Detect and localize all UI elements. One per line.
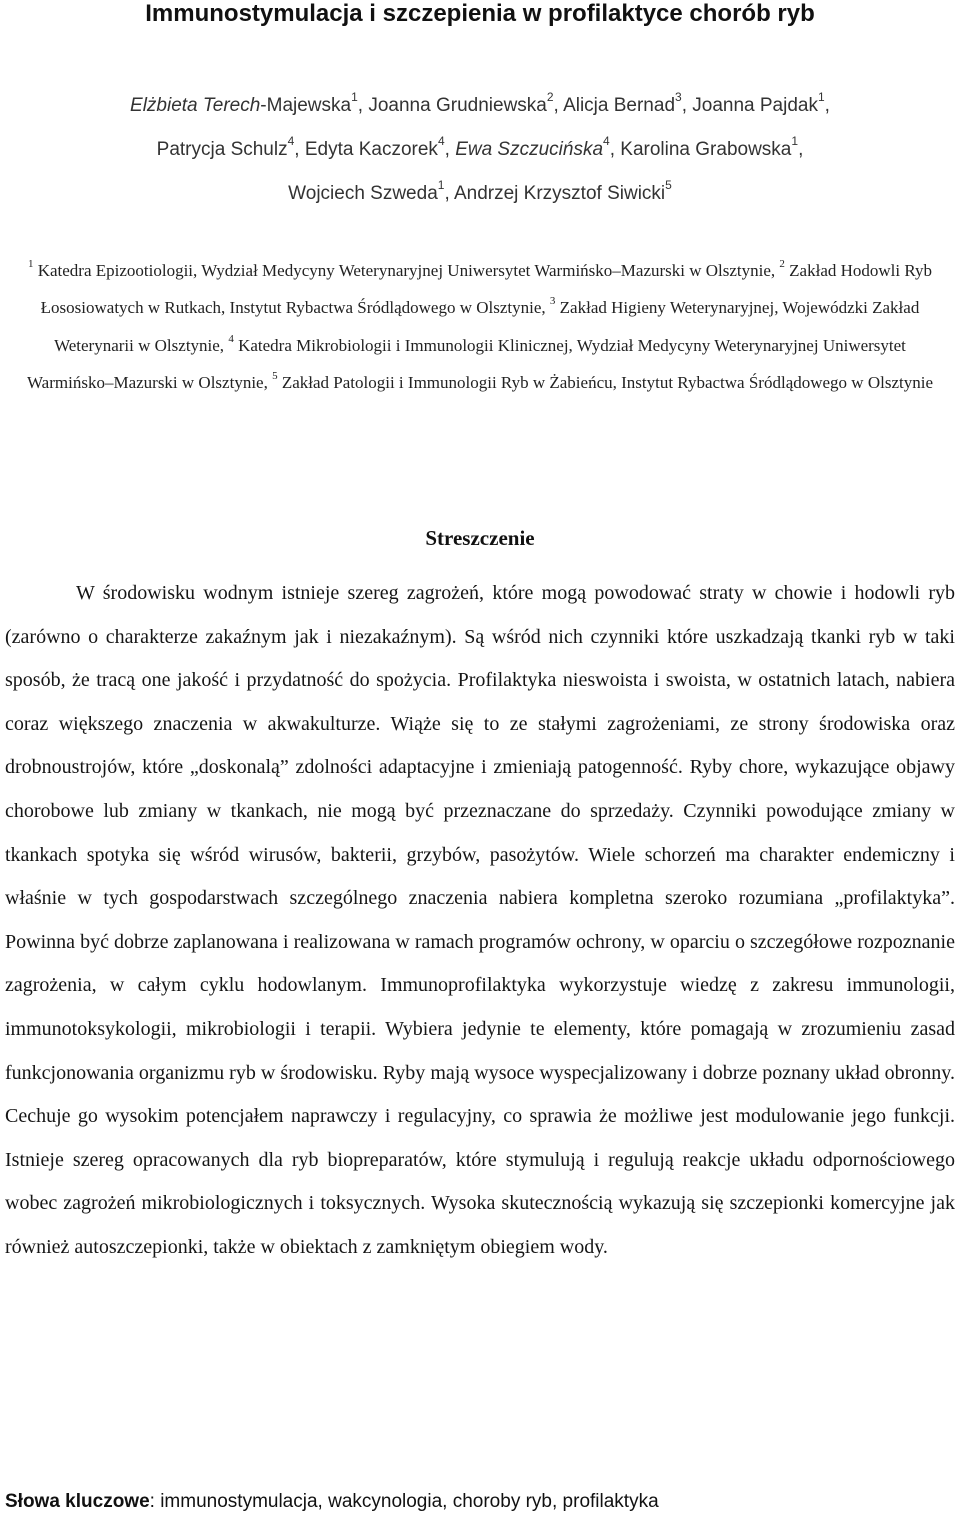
keywords-text: : immunostymulacja, wakcynologia, choroby ryb, profilaktyka [149,1491,659,1512]
author-name: Joanna Pajdak$^1$, [692,90,830,116]
author-name: Alicja Bernad$^3$, [563,90,693,116]
affiliation: $^3$ Zakład Higieny Weterynaryjnej, Wojewódzki Zakład Weterynarii w Olsztynie, [54,295,920,355]
author-name: Wojciech Szweda$^1$, [288,178,454,204]
paper-title: Immunostymulacja i szczepienia w profilaktyce chorób ryb [145,0,815,27]
keywords [5,1488,955,1516]
abstract-heading: Streszczenie [425,526,535,550]
author-line [0,172,960,216]
author-list [0,84,960,216]
author-name: Ewa Szczucińska$^4$, [455,134,621,160]
author-name: Joanna Grudniewska$^2$, [368,90,564,116]
affiliation: $^2$ Zakład Hodowli Ryb Łososiowatych w Rutkach, Instytut Rybactwa Śródlądowego w Olsztynie, [40,258,933,318]
author-name: Karolina Grabowska$^1$, [620,134,804,160]
affiliation: $^1$ Katedra Epizootiologii, Wydział Medycyny Weterynaryjnej Uniwersytet Warmińsko–Mazurski w Olsztynie, [27,258,780,280]
affiliations [10,252,950,401]
affiliation: $^5$ Zakład Patologii i Immunologii Ryb w Żabieńcu, Instytut Rybactwa Śródlądowego w Olsztynie [272,369,933,392]
author-name: Patrycja Schulz$^4$, [156,134,305,160]
author-line [0,84,960,128]
abstract-body: W środowisku wodnym istnieje szereg zagrożeń, które mogą powodować straty w chowie i hodowli ryb (zarówno o charakterze zakaźnym jak i niezakaźnym). Są wśród nich czynniki które uszkadzają tkanki ryb w taki sposób, że tracą one jakość i przydatność do spożycia. Profilaktyka nieswoista i swoista, w ostatnich latach, nabiera coraz większego znaczenia w akwakulturze. Wiąże się to ze stałymi zagrożeniami, ze strony środowiska oraz drobnoustrojów, które „doskonalą” zdolności adaptacyjne i zmieniają patogenność. Ryby chore, wykazujące objawy chorobowe lub zmiany w tkankach, nie mogą być przeznaczane do sprzedaży. Czynniki powodujące zmiany w tkankach spotyka się wśród wirusów, bakterii, grzybów, pasożytów. Wiele schorzeń ma charakter endemiczny i właśnie w tych gospodarstwach szczególnego znaczenia nabiera kompletna szeroko rozumiana „profilaktyka”. Powinna być dobrze zaplanowana i realizowana w ramach programów ochrony, w oparciu o szczegółowe rozpoznanie zagrożenia, w całym cyklu hodowlanym. Immunoprofilaktyka wykorzystuje wiedzę z zakresu immunologii, immunotoksykologii, mikrobiologii i terapii. Wybiera jedynie te elementy, które pomagają w zrozumieniu zasad funkcjonowania organizmu ryb w środowisku. Ryby mają wysoce wyspecjalizowany i dobrze poznany układ obronny. Cechuje go wysokim potencjałem naprawczy i regulacyjny, co sprawia że możliwe jest modulowanie jego funkcji. Istnieje szereg opracowanych dla ryb biopreparatów, które stymulują i regulują reakcje układu odpornościowego wobec zagrożeń mikrobiologicznych i toksycznych. Wysoka skutecznością wykazują się szczepionki komercyjne jak również autoszczepionki, także w obiektach z zamkniętym obiegiem wody. [5,582,955,1258]
author-name: Edyta Kaczorek$^4$, [304,134,456,160]
author-name: Andrzej Krzysztof Siwicki$^5$ [453,178,672,204]
author-name: Elżbieta Terech-Majewska$^1$, [130,90,369,116]
affiliation: $^4$ Katedra Mikrobiologii i Immunologii Klinicznej, Wydział Medycyny Weterynaryjnej Uniwersytet Warmińsko–Mazurski w Olsztynie, [27,332,906,392]
author-line [0,128,960,172]
keywords-label: Słowa kluczowe [5,1491,150,1512]
